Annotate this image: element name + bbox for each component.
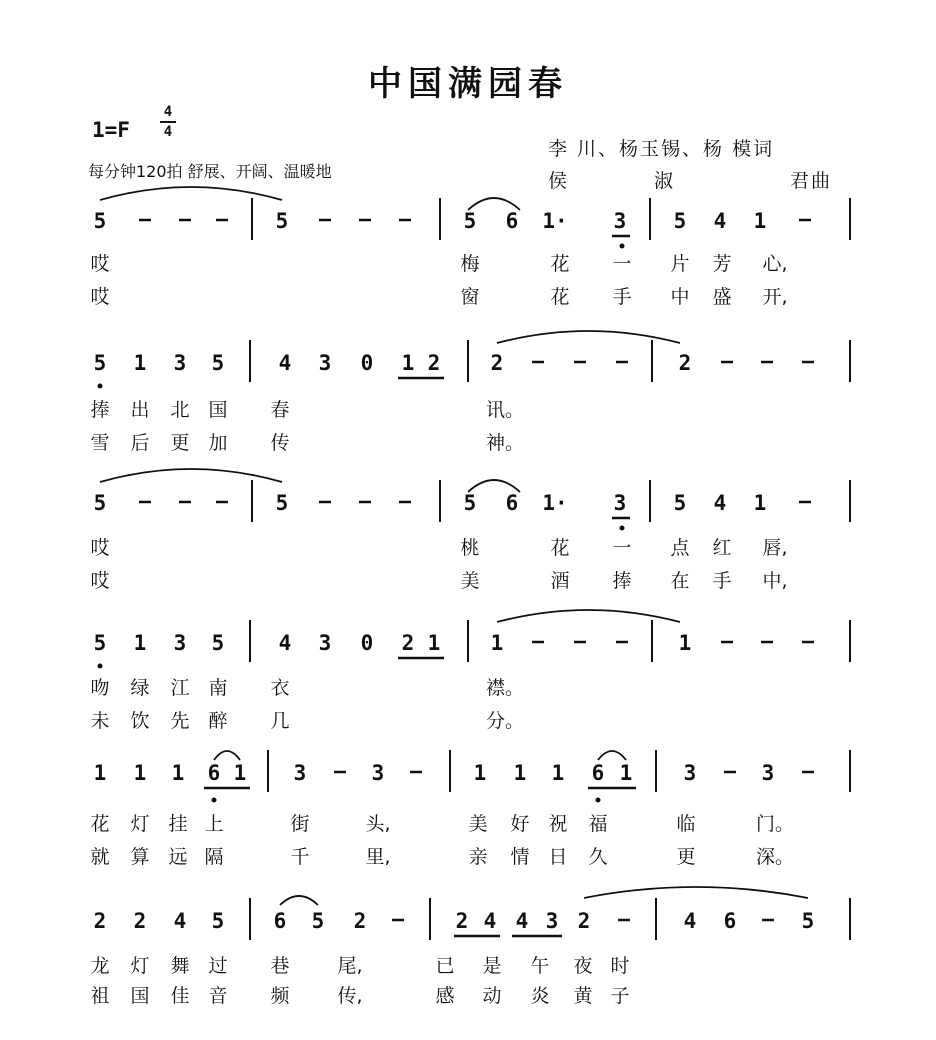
lyric-verse2: 传, — [337, 985, 363, 1007]
lyric-verse2: 后 — [130, 432, 150, 454]
lyric-verse1: 心, — [762, 253, 788, 275]
note: 1 — [133, 761, 147, 785]
note: 6 — [723, 909, 737, 933]
lyric-verse2: 频 — [270, 985, 290, 1007]
lyric-verse1: 花 — [550, 537, 570, 559]
lyric-verse2: 子 — [610, 985, 630, 1007]
octave-dot — [596, 798, 601, 803]
lyric-verse2: 哎 — [90, 286, 110, 308]
note: 2 — [93, 909, 107, 933]
lyric-verse2: 美 — [460, 570, 480, 592]
composer-credit-part: 淑 — [654, 170, 676, 192]
lyric-verse1: 唇, — [762, 537, 788, 559]
lyric-verse2: 佳 — [170, 985, 190, 1007]
note: 5 — [463, 209, 477, 233]
note: 5 — [275, 491, 289, 515]
note: 1 — [753, 209, 767, 233]
song-title: 中国满园春 — [368, 64, 568, 104]
note: 1 — [133, 351, 147, 375]
note: 5 — [463, 491, 477, 515]
lyric-verse1: 国 — [208, 399, 228, 421]
lyric-verse1: 好 — [510, 813, 530, 835]
note: 5 — [93, 631, 107, 655]
note: 5 — [93, 491, 107, 515]
lyric-verse2: 加 — [208, 432, 228, 454]
note: 1 — [551, 761, 565, 785]
lyric-verse1: 哎 — [90, 537, 110, 559]
lyric-verse1: 出 — [130, 399, 150, 421]
lyric-verse1: 巷 — [270, 955, 290, 977]
lyricist-credit: 李 川、杨玉锡、杨 模词 — [548, 138, 775, 160]
lyric-verse2: 国 — [130, 985, 150, 1007]
tie-arc — [100, 187, 282, 200]
lyric-verse1: 灯 — [130, 813, 150, 835]
note: 4 — [278, 631, 292, 655]
note: 1 — [401, 351, 415, 375]
note: 5 — [673, 491, 687, 515]
lyric-verse2: 饮 — [130, 710, 150, 732]
lyric-verse2: 音 — [208, 985, 228, 1007]
note: 3 — [173, 351, 187, 375]
lyric-verse1: 已 — [435, 955, 455, 977]
note: 2 — [401, 631, 415, 655]
lyric-verse2: 花 — [550, 286, 570, 308]
note: 1 — [513, 761, 527, 785]
note: 6 — [207, 761, 221, 785]
lyric-verse1: 花 — [550, 253, 570, 275]
lyric-verse2: 炎 — [530, 985, 550, 1007]
lyric-verse2: 日 — [548, 846, 568, 868]
note: 5 — [93, 209, 107, 233]
time-signature-bottom: 4 — [163, 124, 173, 140]
lyric-verse2: 深。 — [755, 846, 795, 868]
lyric-verse1: 夜 — [573, 955, 593, 977]
lyric-verse2: 未 — [90, 710, 110, 732]
lyric-verse2: 酒 — [550, 570, 570, 592]
lyric-verse2: 开, — [762, 286, 788, 308]
lyric-verse2: 哎 — [90, 570, 110, 592]
note: 2 — [133, 909, 147, 933]
lyric-verse1: 片 — [670, 253, 690, 275]
note: 6 — [273, 909, 287, 933]
note: 3 — [545, 909, 559, 933]
note: 4 — [278, 351, 292, 375]
lyric-verse2: 里, — [365, 846, 391, 868]
lyric-verse1: 临 — [676, 813, 696, 835]
lyric-verse2: 醉 — [208, 710, 228, 732]
lyric-verse2: 就 — [90, 846, 110, 868]
note: 6 — [591, 761, 605, 785]
lyric-verse1: 龙 — [90, 955, 110, 977]
slur-arc — [214, 751, 240, 760]
lyric-verse1: 时 — [610, 955, 630, 977]
note: 1 — [678, 631, 692, 655]
composer-credit-part: 侯 — [548, 170, 570, 192]
lyric-verse1: 尾, — [337, 955, 363, 977]
octave-dot — [98, 384, 103, 389]
lyric-verse1: 北 — [170, 399, 190, 421]
lyric-verse1: 舞 — [170, 955, 190, 977]
lyric-verse2: 亲 — [468, 846, 488, 868]
lyric-verse1: 梅 — [460, 253, 480, 275]
lyric-verse1: 襟。 — [485, 677, 525, 699]
lyric-verse2: 千 — [290, 846, 310, 868]
lyric-verse1: 南 — [208, 677, 228, 699]
note: 1· — [542, 209, 568, 233]
note: 1 — [619, 761, 633, 785]
note: 3 — [683, 761, 697, 785]
lyric-verse2: 几 — [270, 710, 290, 732]
lyric-verse2: 先 — [170, 710, 190, 732]
note: 5 — [801, 909, 815, 933]
note: 4 — [713, 491, 727, 515]
note: 1 — [93, 761, 107, 785]
lyric-verse1: 过 — [208, 955, 228, 977]
lyric-verse2: 算 — [130, 846, 150, 868]
lyric-verse2: 远 — [168, 846, 188, 868]
note: 4 — [683, 909, 697, 933]
note: 3 — [371, 761, 385, 785]
lyric-verse2: 中 — [670, 286, 690, 308]
lyric-verse1: 讯。 — [485, 399, 525, 421]
note: 5 — [311, 909, 325, 933]
note: 5 — [211, 631, 225, 655]
note: 5 — [275, 209, 289, 233]
lyric-verse1: 春 — [270, 399, 290, 421]
note: 3 — [613, 209, 627, 233]
note: 1 — [753, 491, 767, 515]
note: 4 — [713, 209, 727, 233]
note: 2 — [678, 351, 692, 375]
lyric-verse2: 情 — [510, 846, 530, 868]
lyric-verse1: 捧 — [90, 399, 110, 421]
note: 2 — [353, 909, 367, 933]
note: 2 — [490, 351, 504, 375]
lyric-verse2: 神。 — [485, 432, 525, 454]
note: 3 — [761, 761, 775, 785]
note: 1 — [427, 631, 441, 655]
octave-dot — [620, 526, 625, 531]
tempo-marking: 每分钟120拍 舒展、开阔、温暖地 — [88, 162, 332, 181]
note: 2 — [455, 909, 469, 933]
lyric-verse2: 黄 — [573, 985, 593, 1007]
lyric-verse2: 雪 — [90, 432, 110, 454]
note: 1 — [133, 631, 147, 655]
key-signature: 1=F — [92, 118, 130, 142]
lyric-verse1: 一 — [612, 253, 632, 275]
time-signature-top: 4 — [163, 104, 173, 120]
lyric-verse1: 灯 — [130, 955, 150, 977]
lyric-verse2: 中, — [762, 570, 788, 592]
slur-arc — [598, 751, 626, 760]
lyric-verse2: 动 — [482, 985, 502, 1007]
note: 5 — [673, 209, 687, 233]
tie-arc — [100, 469, 282, 482]
note: 3 — [318, 351, 332, 375]
note: 2 — [577, 909, 591, 933]
octave-dot — [212, 798, 217, 803]
slur-arc — [584, 887, 808, 898]
lyric-verse2: 手 — [712, 570, 732, 592]
note: 2 — [427, 351, 441, 375]
octave-dot — [98, 664, 103, 669]
note: 5 — [211, 909, 225, 933]
lyric-verse1: 上 — [204, 813, 224, 835]
note: 5 — [211, 351, 225, 375]
lyric-verse1: 花 — [90, 813, 110, 835]
lyric-verse1: 衣 — [270, 677, 290, 699]
lyric-verse2: 隔 — [204, 846, 224, 868]
lyric-verse2: 在 — [670, 570, 690, 592]
lyric-verse2: 手 — [612, 286, 632, 308]
lyric-verse1: 美 — [468, 813, 488, 835]
lyric-verse1: 门。 — [755, 813, 795, 835]
note: 5 — [93, 351, 107, 375]
note: 3 — [318, 631, 332, 655]
note: 3 — [613, 491, 627, 515]
lyric-verse2: 感 — [435, 985, 455, 1007]
note: 3 — [173, 631, 187, 655]
lyric-verse1: 吻 — [90, 677, 110, 699]
lyric-verse1: 芳 — [712, 253, 732, 275]
lyric-verse1: 头, — [365, 813, 391, 835]
lyric-verse1: 祝 — [548, 813, 568, 835]
lyric-verse2: 传 — [270, 432, 290, 454]
lyric-verse1: 红 — [712, 537, 732, 559]
lyric-verse1: 绿 — [130, 677, 150, 699]
note: 1 — [233, 761, 247, 785]
lyric-verse2: 分。 — [485, 710, 525, 732]
lyric-verse1: 桃 — [460, 537, 480, 559]
note: 1 — [473, 761, 487, 785]
note: 1· — [542, 491, 568, 515]
note: 4 — [515, 909, 529, 933]
lyric-verse2: 更 — [170, 432, 190, 454]
lyric-verse1: 街 — [290, 813, 310, 835]
lyric-verse2: 盛 — [712, 286, 732, 308]
lyric-verse1: 一 — [612, 537, 632, 559]
note: 6 — [505, 491, 519, 515]
lyric-verse1: 是 — [482, 955, 502, 977]
composer-credit-part: 君曲 — [790, 170, 833, 192]
note: 0 — [360, 631, 374, 655]
lyric-verse2: 窗 — [460, 286, 480, 308]
octave-dot — [620, 244, 625, 249]
note: 6 — [505, 209, 519, 233]
lyric-verse1: 点 — [670, 537, 690, 559]
lyric-verse1: 福 — [588, 813, 608, 835]
note: 0 — [360, 351, 374, 375]
lyric-verse1: 哎 — [90, 253, 110, 275]
note: 1 — [490, 631, 504, 655]
note: 4 — [173, 909, 187, 933]
note: 4 — [483, 909, 497, 933]
note: 1 — [171, 761, 185, 785]
lyric-verse1: 午 — [530, 955, 550, 977]
slur-arc — [280, 896, 318, 905]
lyric-verse2: 久 — [588, 846, 608, 868]
lyric-verse1: 挂 — [168, 813, 188, 835]
lyric-verse1: 江 — [170, 677, 190, 699]
lyric-verse2: 更 — [676, 846, 696, 868]
lyric-verse2: 捧 — [612, 570, 632, 592]
note: 3 — [293, 761, 307, 785]
lyric-verse2: 祖 — [90, 985, 110, 1007]
